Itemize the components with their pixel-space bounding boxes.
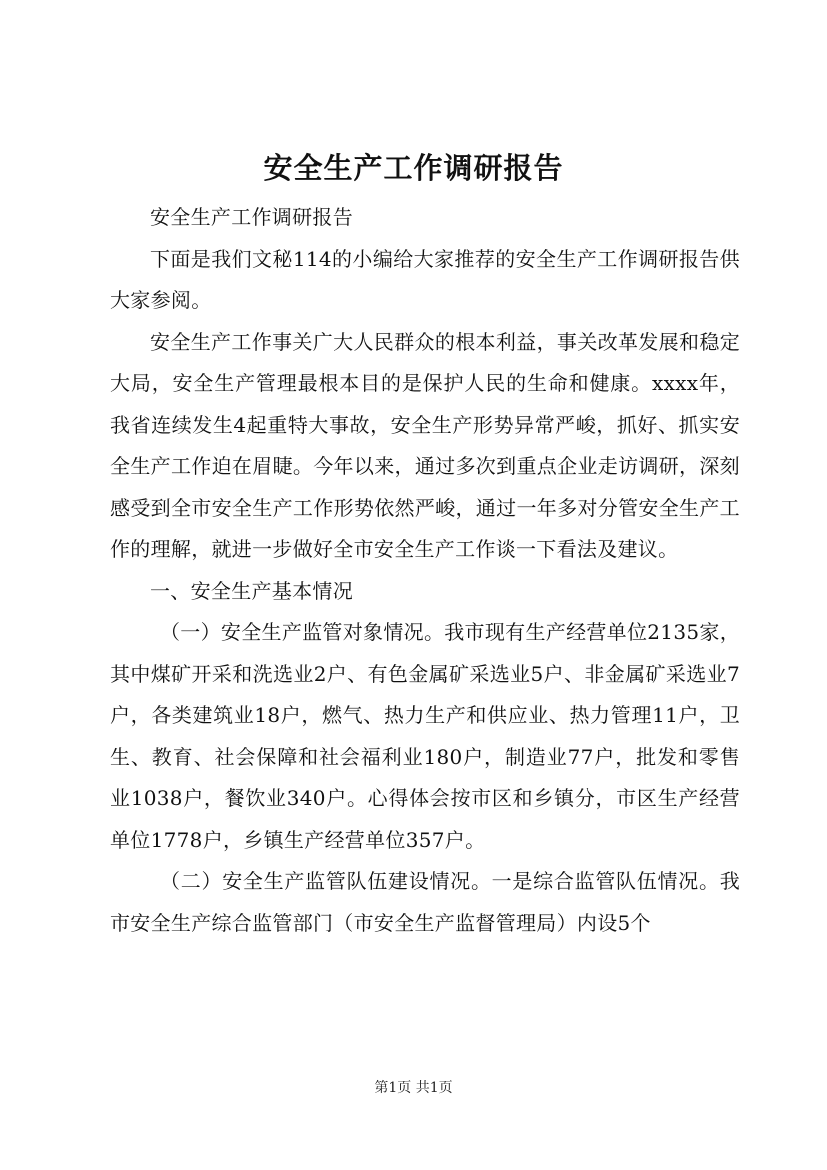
paragraph-supervision-team: （二）安全生产监管队伍建设情况。一是综合监管队伍情况。我市安全生产综合监管部门（市安全生产监督管理局）内设5个 xyxy=(110,869,740,935)
paragraph-intro: 下面是我们文秘114的小编给大家推荐的安全生产工作调研报告供大家参阅。 xyxy=(110,246,740,312)
document-body xyxy=(110,197,740,944)
page-footer: 第1页 共1页 xyxy=(374,1080,453,1096)
document-title: 安全生产工作调研报告 xyxy=(263,151,564,185)
paragraph-subtitle: 安全生产工作调研报告 xyxy=(150,205,353,229)
paragraph-overview: 安全生产工作事关广大人民群众的根本利益，事关改革发展和稳定大局，安全生产管理最根本目的是保护人民的生命和健康。xxxx年，我省连续发生4起重特大事故，安全生产形势异常严峻，抓好、抓实安全生产工作迫在眉睫。今年以来，通过多次到重点企业走访调研，深刻感受到全市安全生产工作形势依然严峻，通过一年多对分管安全生产工作的理解，就进一步做好全市安全生产工作谈一下看法及建议。 xyxy=(110,329,740,561)
paragraph-supervision-targets: （一）安全生产监管对象情况。我市现有生产经营单位2135家，其中煤矿开采和洗选业2户、有色金属矿采选业5户、非金属矿采选业7户，各类建筑业18户，燃气、热力生产和供应业、热力管理11户，卫生、教育、社会保障和社会福利业180户，制造业77户，批发和零售业1038户，餐饮业340户。心得体会按市区和乡镇分，市区生产经营单位1778户，乡镇生产经营单位357户。 xyxy=(110,620,740,852)
section-heading-basic-situation: 一、安全生产基本情况 xyxy=(150,578,353,603)
